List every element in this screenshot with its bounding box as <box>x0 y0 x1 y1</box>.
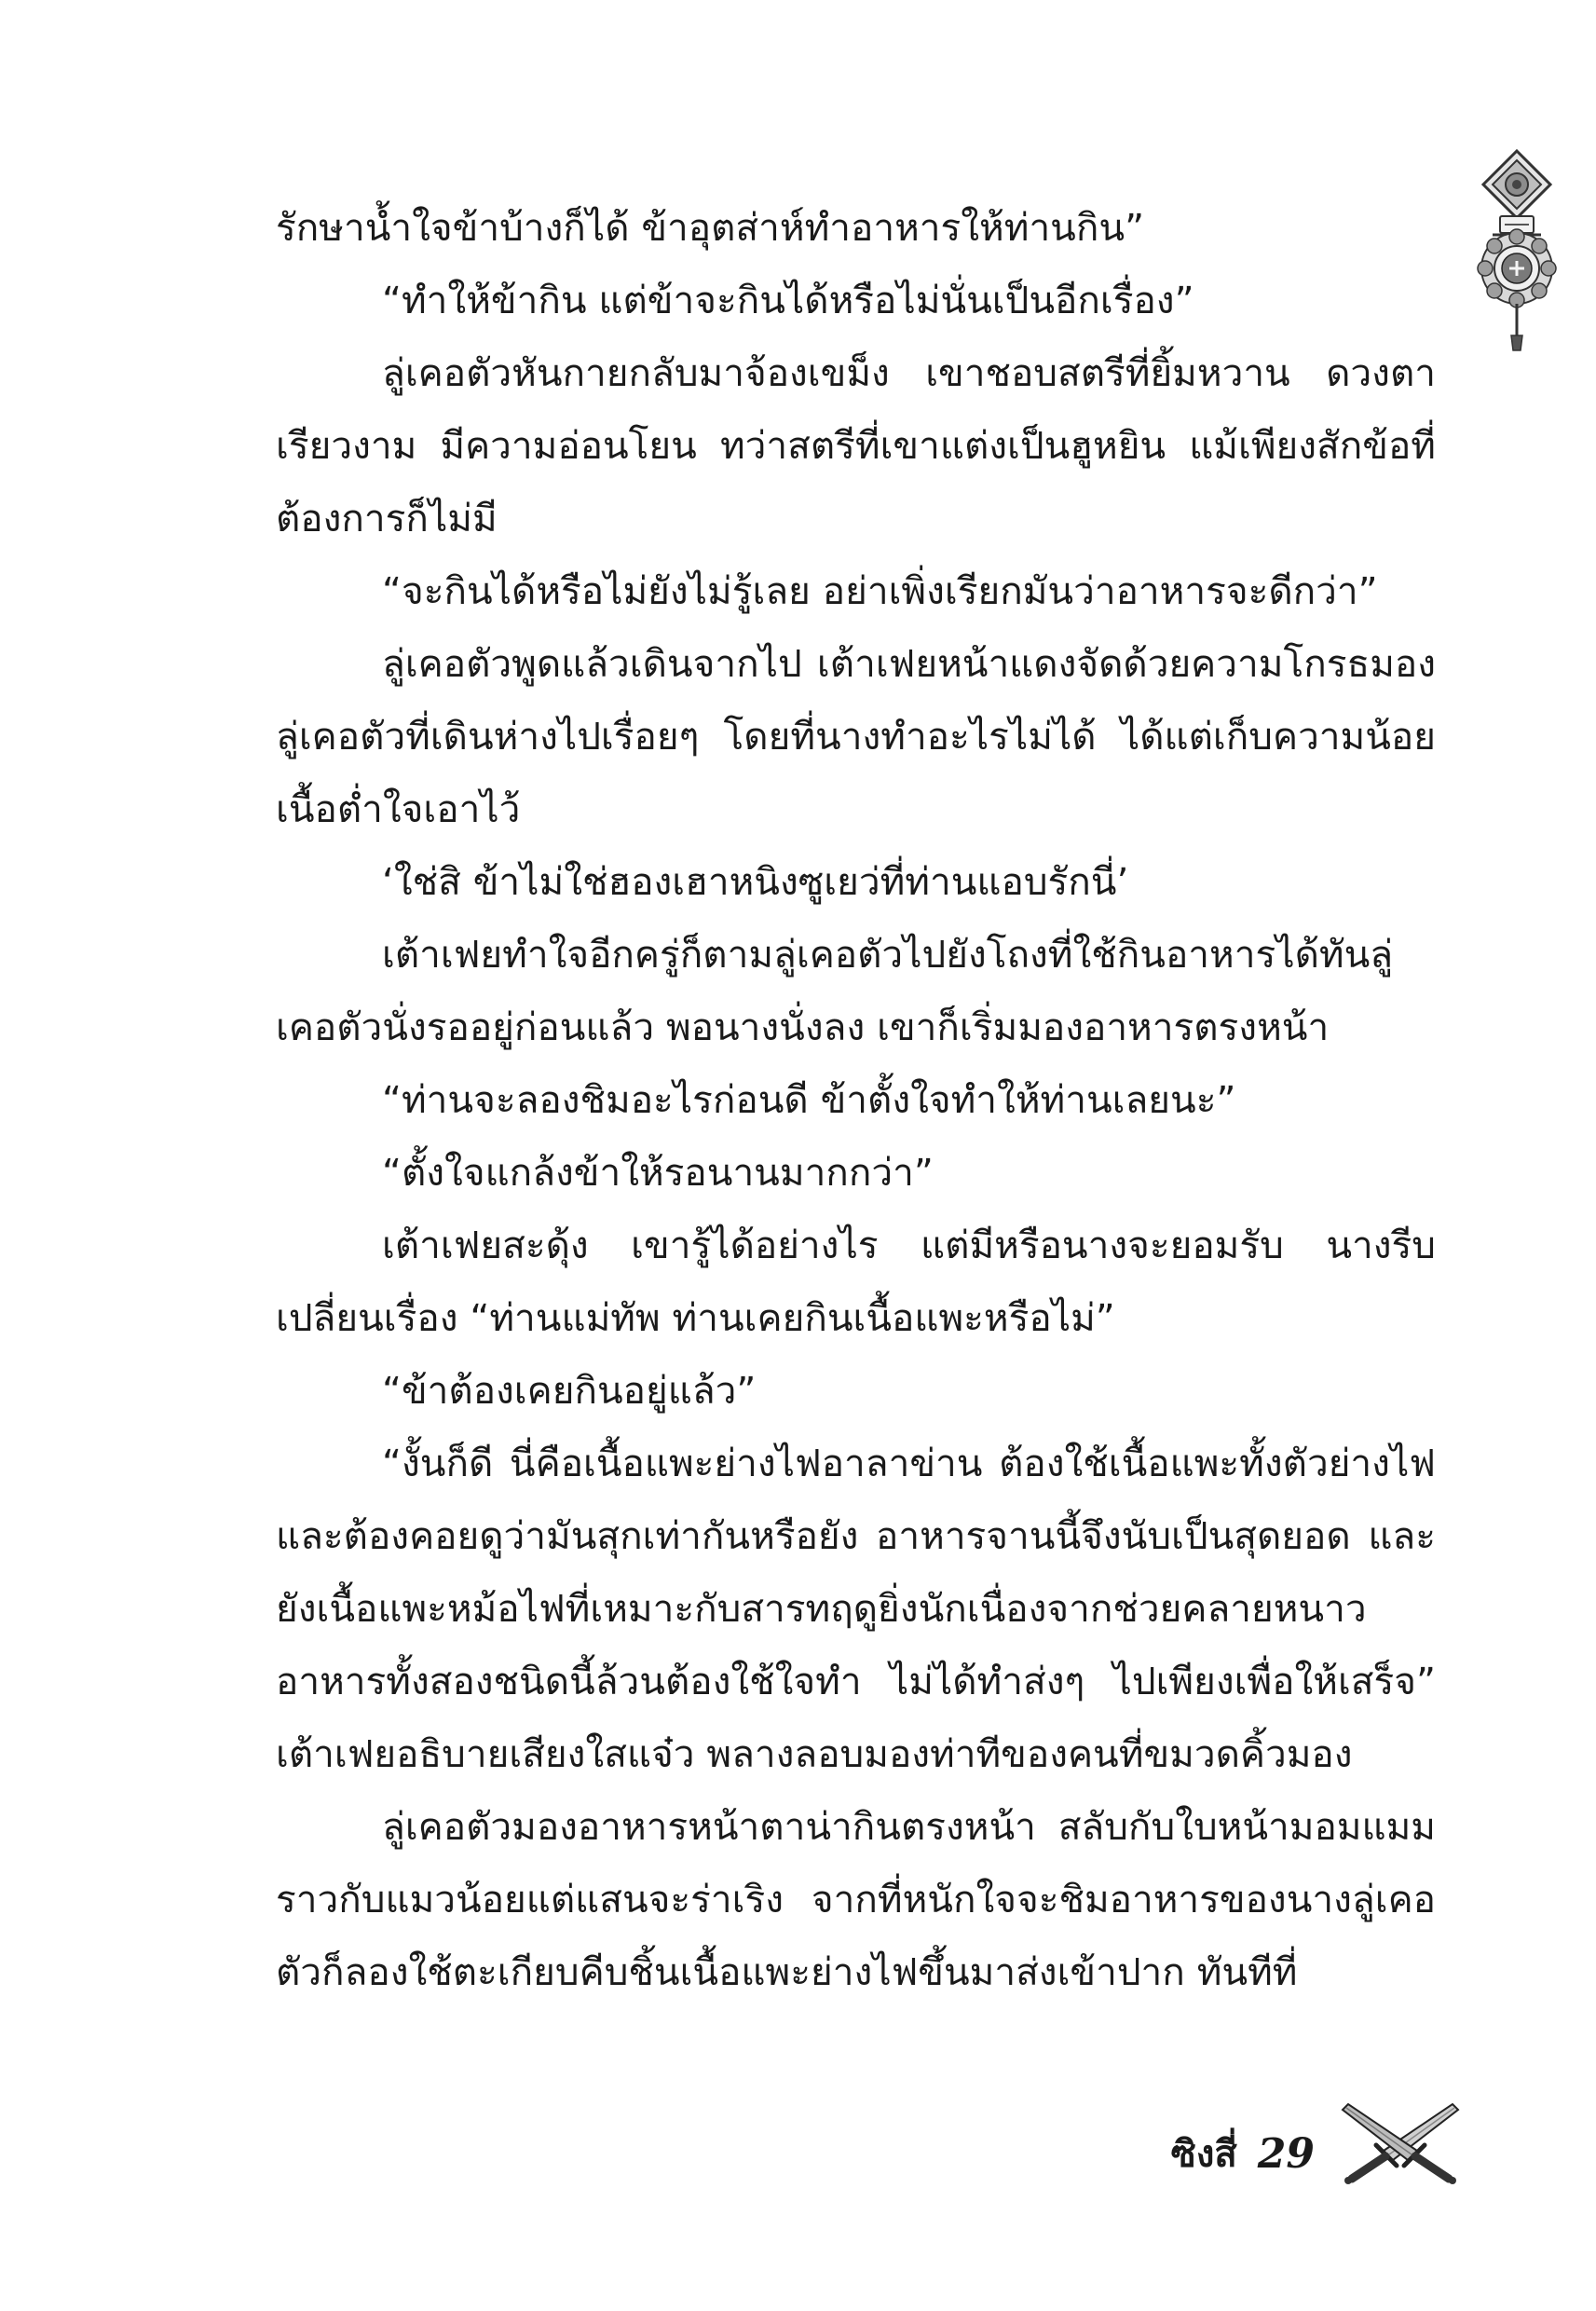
paragraph: ลู่เคอตัวพูดแล้วเดินจากไป เต้าเฟยหน้าแดงจัดด้วยความโกรธมองลู่เคอตัวที่เดินห่างไปเรื่อยๆ โดยที่นางทำอะไรไม่ได้ ได้แต่เก็บความน้อยเนื้อต่ำใจเอาไว้ <box>276 641 1436 831</box>
body-text <box>276 191 1436 2008</box>
page-number: 29 <box>1257 2130 1315 2178</box>
paragraph: ‘ใช่สิ ข้าไม่ใช่ฮองเฮาหนิงซูเยว่ที่ท่านแอบรักนี่’ <box>382 859 1129 904</box>
paragraph: “ตั้งใจแกล้งข้าให้รอนานมากกว่า” <box>382 1150 934 1195</box>
paragraph: รักษาน้ำใจข้าบ้างก็ได้ ข้าอุตส่าห์ทำอาหารให้ท่านกิน” <box>276 205 1145 250</box>
paragraph: “ข้าต้องเคยกินอยู่แล้ว” <box>382 1368 757 1413</box>
paragraph: ลู่เคอตัวมองอาหารหน้าตาน่ากินตรงหน้า สลับกับใบหน้ามอมแมมราวกับแมวน้อยแต่แสนจะร่าเริง จากที่หนักใจจะชิมอาหารของนางลู่เคอตัวก็ลองใช้ตะเกียบคีบชิ้นเนื้อแพะย่างไฟขึ้นมาส่งเข้าปาก ทันทีที่ <box>276 1804 1436 1994</box>
paragraph: “ท่านจะลองชิมอะไรก่อนดี ข้าตั้งใจทำให้ท่านเลยนะ” <box>382 1077 1236 1122</box>
paragraph: เต้าเฟยทำใจอีกครู่ก็ตามลู่เคอตัวไปยังโถงที่ใช้กินอาหารได้ทันลู่เคอตัวนั่งรออยู่ก่อนแล้ว พอนางนั่งลง เขาก็เริ่มมองอาหารตรงหน้า <box>276 932 1394 1049</box>
page-footer <box>1171 2091 1466 2184</box>
crossed-daggers-icon <box>1335 2099 1466 2184</box>
paragraph: “ทำให้ข้ากิน แต่ข้าจะกินได้หรือไม่นั่นเป็นอีกเรื่อง” <box>382 278 1194 322</box>
paragraph: เต้าเฟยสะดุ้ง เขารู้ได้อย่างไร แต่มีหรือนางจะยอมรับ นางรีบเปลี่ยนเรื่อง “ท่านแม่ทัพ ท่านเคยกินเนื้อแพะหรือไม่” <box>276 1223 1436 1340</box>
paragraph: ลู่เคอตัวหันกายกลับมาจ้องเขม็ง เขาชอบสตรีที่ยิ้มหวาน ดวงตาเรียวงาม มีความอ่อนโยน ทว่าสตรีที่เขาแต่งเป็นฮูหยิน แม้เพียงสักข้อที่ต้องการก็ไม่มี <box>276 350 1436 540</box>
paragraph: “จะกินได้หรือไม่ยังไม่รู้เลย อย่าเพิ่งเรียกมันว่าอาหารจะดีกว่า” <box>382 568 1378 613</box>
paragraph: “งั้นก็ดี นี่คือเนื้อแพะย่างไฟอาลาข่าน ต้องใช้เนื้อแพะทั้งตัวย่างไฟ และต้องคอยดูว่ามันสุกเท่ากันหรือยัง อาหารจานนี้จึงนับเป็นสุดยอด และยังเนื้อแพะหม้อไฟที่เหมาะกับสารทฤดูยิ่งนักเนื่องจากช่วยคลายหนาว อาหารทั้งสองชนิดนี้ล้วนต้องใช้ใจทำ ไม่ได้ทำส่งๆ ไปเพียงเพื่อให้เสร็จ” เต้าเฟยอธิบายเสียงใสแจ๋ว พลางลอบมองท่าทีของคนที่ขมวดคิ้วมอง <box>276 1441 1436 1776</box>
book-title: ซิงสี่ <box>1170 2132 1237 2176</box>
ornament-emblem-icon <box>1465 149 1569 354</box>
